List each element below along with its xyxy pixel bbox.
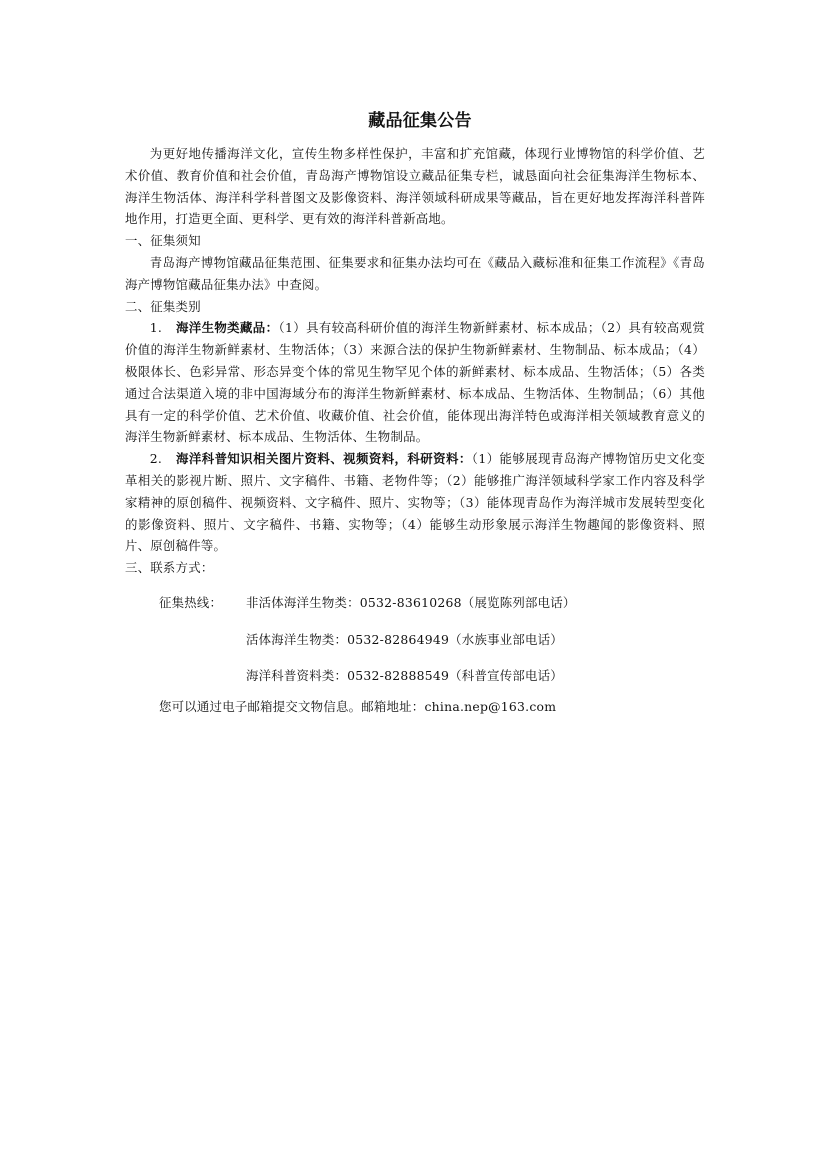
email-line: 您可以通过电子邮箱提交文物信息。邮箱地址：china.nep@163.com	[159, 698, 557, 714]
contact-row	[125, 621, 705, 658]
hotline-living: 活体海洋生物类：0532-82864949（水族事业部电话）	[246, 631, 563, 647]
intro-paragraph: 为更好地传播海洋文化，宣传生物多样性保护，丰富和扩充馆藏，体现行业博物馆的科学价值、艺术价值、教育价值和社会价值，青岛海产博物馆设立藏品征集专栏，诚恳面向社会征集海洋生物标本、海洋生物活体、海洋科学科普图文及影像资料、海洋领域科研成果等藏品，旨在更好地发挥海洋科普阵地作用，打造更全面、更科学、更有效的海洋科普新高地。	[125, 146, 705, 227]
category-number: 2.	[149, 451, 163, 467]
hotline-science: 海洋科普资料类：0532-82888549（科普宣传部电话）	[246, 668, 563, 684]
section-heading-categories: 二、征集类别	[125, 298, 201, 314]
section-heading-notice: 一、征集须知	[125, 233, 201, 249]
contact-block	[125, 585, 705, 719]
category-text: （1）能够展现青岛海产博物馆历史文化变革相关的影视片断、照片、文字稿件、书籍、老物件等；（2）能够推广海洋领域科学家工作内容及科学家精神的原创稿件、视频资料、文字稿件、照片、实物等；（3）能体现青岛作为海洋城市发展转型变化的影像资料、照片、文字稿件、书籍、实物等；（4）能够生动形象展示海洋生物趣闻的影像资料、照片、原创稿件等。	[125, 451, 706, 554]
hotline-nonliving: 非活体海洋生物类：0532-83610268（展览陈列部电话）	[246, 595, 576, 611]
document-body	[125, 108, 705, 718]
category-number: 1.	[149, 320, 163, 336]
category-text: （1）具有较高科研价值的海洋生物新鲜素材、标本成品；（2）具有较高观赏价值的海洋生物新鲜素材、生物活体；（3）来源合法的保护生物新鲜素材、生物制品、标本成品；（4）极限体长、色彩异常、形态异变个体的常见生物罕见个体的新鲜素材、标本成品、生物活体；（5）各类通过合法渠道入境的非中国海域分布的海洋生物新鲜素材、标本成品、生物活体、生物制品；（6）其他具有一定的科学价值、艺术价值、收藏价值、社会价值，能体现出海洋特色或海洋相关领域教育意义的海洋生物新鲜素材、标本成品、生物活体、生物制品。	[125, 320, 705, 445]
page-title: 藏品征集公告	[368, 111, 472, 131]
notice-paragraph: 青岛海产博物馆藏品征集范围、征集要求和征集办法均可在《藏品入藏标准和征集工作流程》《青岛海产博物馆藏品征集办法》中查阅。	[125, 254, 705, 292]
hotline-label: 征集热线：	[159, 595, 223, 611]
category-title: 海洋生物类藏品：	[175, 320, 279, 336]
section-heading-contact: 三、联系方式：	[125, 560, 214, 576]
category-item	[125, 448, 705, 557]
category-title: 海洋科普知识相关图片资料、视频资料，科研资料：	[175, 451, 472, 467]
contact-row	[125, 585, 705, 622]
category-item	[125, 317, 705, 448]
contact-row	[125, 658, 705, 695]
